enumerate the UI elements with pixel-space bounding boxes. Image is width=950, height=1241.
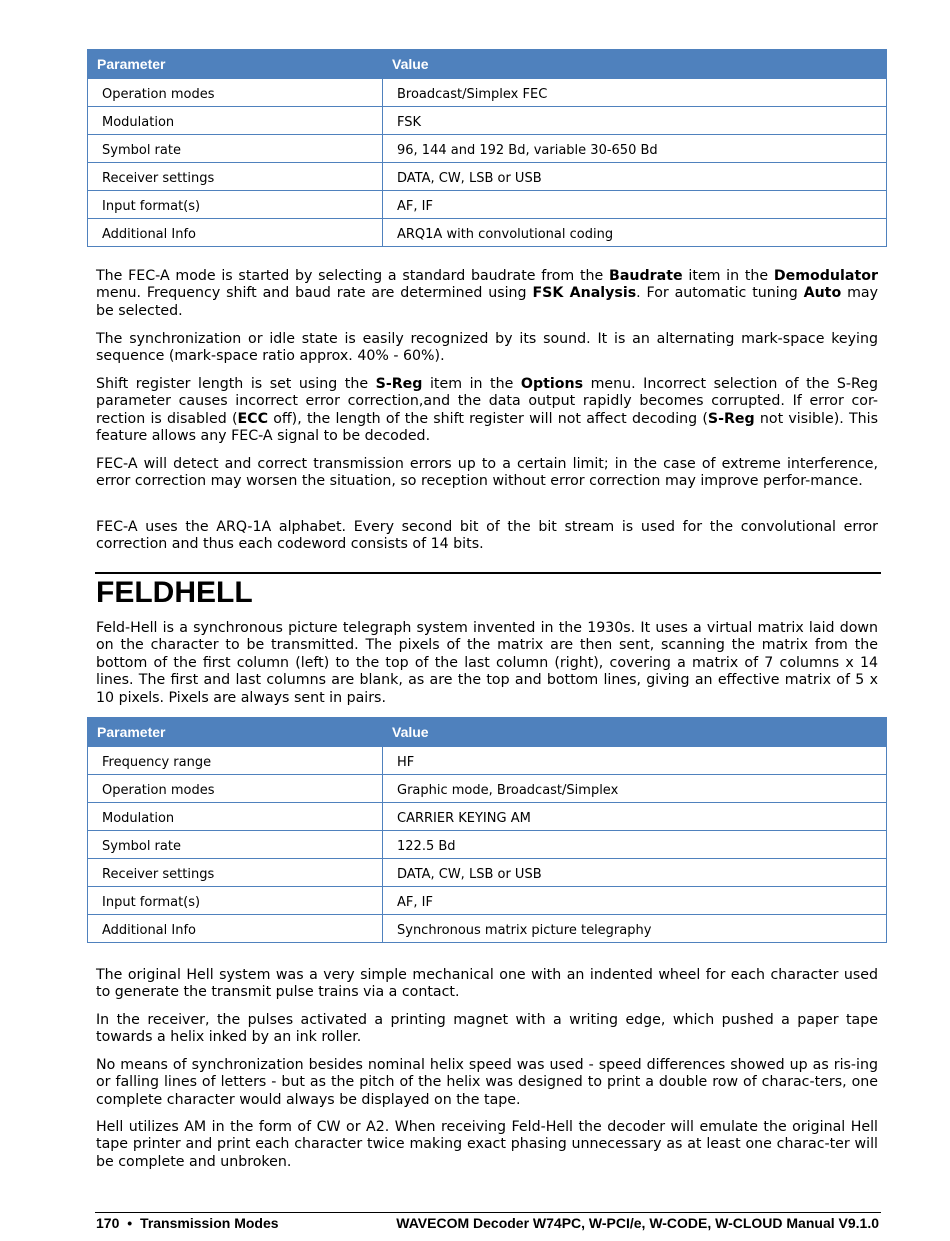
text-run: not visible). This feature allows any FEC-A signal to be decoded. [96,410,878,445]
value-cell: AF, IF [383,191,887,219]
parameter-cell: Receiver settings [88,163,383,191]
table-header-row [88,718,887,747]
text-run: The FEC-A mode is started by selecting a standard baudrate from the [96,268,610,284]
parameter-cell: Modulation [88,107,383,135]
footer-manual-title: WAVECOM Decoder W74PC, W-PCI/e, W-CODE, W-CLOUD Manual V9.1.0 [396,1215,879,1231]
column-header-parameter: Parameter [88,718,383,747]
value-cell: AF, IF [383,887,887,915]
column-header-value: Value [383,718,887,747]
parameter-cell: Operation modes [88,775,383,803]
parameter-cell: Symbol rate [88,831,383,859]
page-number: 170 [96,1215,120,1231]
parameter-cell: Input format(s) [88,887,383,915]
bold-term: ECC [237,410,268,427]
paragraph-fec-sync [96,331,878,366]
paragraph-fec-alphabet [96,519,878,554]
footer-left [96,1215,279,1231]
text-run: may be selected. [96,285,878,319]
table-row [88,775,887,803]
text-run: item in the [422,376,521,392]
table-row [88,831,887,859]
parameter-cell: Input format(s) [88,191,383,219]
table-row [88,747,887,775]
column-header-parameter: Parameter [88,50,383,79]
bullet-separator: • [127,1215,133,1231]
fec-a-parameter-table [87,49,887,247]
section-heading: FELDHELL [96,576,253,609]
value-cell: HF [383,747,887,775]
paragraph-fec-shift-register [96,376,878,446]
value-cell: 96, 144 and 192 Bd, variable 30-650 Bd [383,135,887,163]
table-row [88,191,887,219]
parameter-cell: Receiver settings [88,859,383,887]
value-cell: Graphic mode, Broadcast/Simplex [383,775,887,803]
table-row [88,859,887,887]
value-cell: DATA, CW, LSB or USB [383,859,887,887]
text-run: menu. Frequency shift and baud rate are determined using [96,285,533,302]
paragraph-hell-mechanical: The original Hell system was a very simple mechanical one with an indented wheel for each character used to generate the transmit pulse trains via a contact. [96,967,878,1001]
paragraph-hell-am: Hell utilizes AM in the form of CW or A2. When receiving Feld-Hell the decoder will emulate the original Hell tape printer and print each character twice making exact phasing unnecessary as at least one charac-ter will be complete and unbroken. [96,1119,878,1170]
paragraph-feld-intro: Feld-Hell is a synchronous picture telegraph system invented in the 1930s. It uses a virtual matrix laid down on the character to be transmitted. The pixels of the matrix are then sent, scanning the matrix from the bottom of the first column (left) to the top of the last column (right), covering a matrix of 7 columns x 14 lines. The first and last columns are blank, as are the top and bottom lines, giving an effective matrix of 5 x 10 pixels. Pixels are always sent in pairs. [96,620,878,706]
bold-term: S-Reg [707,410,755,427]
table-row [88,887,887,915]
paragraph-hell-receiver: In the receiver, the pulses activated a printing magnet with a writing edge, which pushed a paper tape towards a helix inked by an ink roller. [96,1012,878,1046]
value-cell: CARRIER KEYING AM [383,803,887,831]
table-row [88,107,887,135]
paragraph-fec-start [96,268,878,320]
bold-term: Baudrate [609,268,683,284]
bold-term: Options [520,376,584,392]
table-header-row [88,50,887,79]
feldhell-parameter-table [87,717,887,943]
text-run: . For automatic tuning [636,285,804,302]
text-run: off), the length of the shift register will not affect decoding ( [268,410,708,427]
table-row [88,163,887,191]
paragraph-hell-synchronization: No means of synchronization besides nominal helix speed was used - speed differences showed up as ris-ing or falling lines of letters - but as the pitch of the helix was designed to print a double row of charac-ters, one complete character would always be displayed on the tape. [96,1057,878,1108]
section-divider [95,572,881,574]
text-run: Shift register length is set using the [96,376,376,392]
paragraph-fec-error-correction [96,456,878,491]
parameter-cell: Frequency range [88,747,383,775]
value-cell: Broadcast/Simplex FEC [383,79,887,107]
parameter-cell: Additional Info [88,219,383,247]
bold-term: Demodulator [773,268,878,284]
text-run: The synchronization or idle state is easily recognized by its sound. It is an alternating mark-space keying sequence (mark-space ratio approx. 40% - 60%). [96,331,878,365]
value-cell: 122.5 Bd [383,831,887,859]
text-run: FEC-A uses the ARQ-1A alphabet. Every second bit of the bit stream is used for the convolutional error correction and thus each codeword consists of 14 bits. [96,519,878,553]
text-run: FEC-A will detect and correct transmission errors up to a certain limit; in the case of extreme interference, error correction may worsen the situation, so reception without error correction may improve perfor-mance. [96,456,878,490]
value-cell: DATA, CW, LSB or USB [383,163,887,191]
bold-term: Auto [803,285,842,302]
text-run: menu. Incorrect selection of the S-Reg parameter causes incorrect error correction,and the data output rapidly becomes corrupted. If error cor-rection is disabled ( [96,376,879,427]
parameter-cell: Additional Info [88,915,383,943]
value-cell: ARQ1A with convolutional coding [383,219,887,247]
parameter-cell: Symbol rate [88,135,383,163]
footer-divider [95,1212,881,1213]
column-header-value: Value [383,50,887,79]
table-row [88,135,887,163]
bold-term: S-Reg [375,376,423,392]
table-row [88,915,887,943]
table-row [88,79,887,107]
parameter-cell: Modulation [88,803,383,831]
value-cell: Synchronous matrix picture telegraphy [383,915,887,943]
bold-term: FSK Analysis [532,285,637,302]
parameter-cell: Operation modes [88,79,383,107]
text-run: item in the [682,268,774,284]
value-cell: FSK [383,107,887,135]
table-row [88,219,887,247]
footer-section: Transmission Modes [140,1215,279,1231]
table-row [88,803,887,831]
